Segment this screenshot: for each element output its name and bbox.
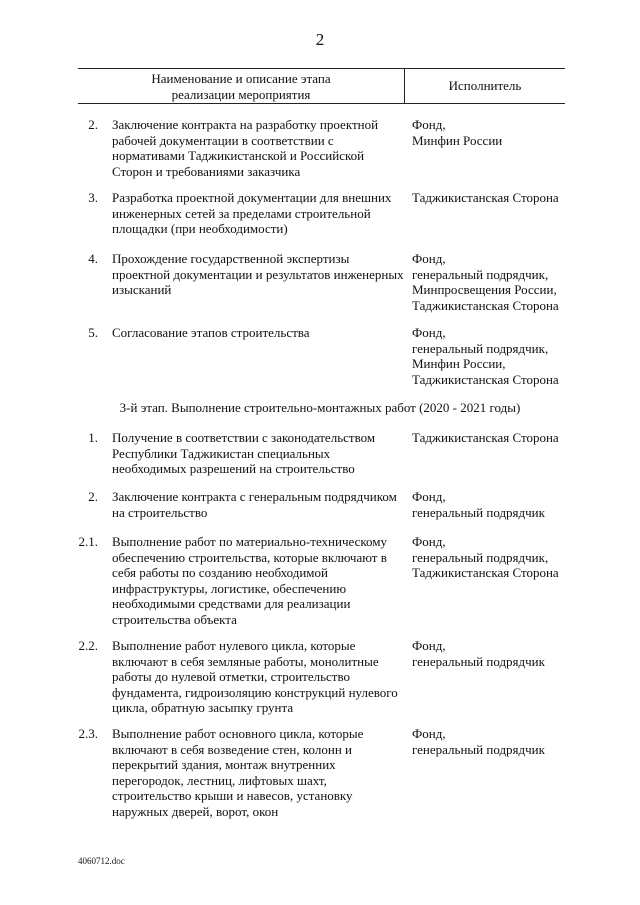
description-line: Выполнение работ по материально-техническому [112,534,387,549]
executor-line: Таджикистанская Сторона [412,190,559,205]
description-line: работы до нулевой отметки, строительство [112,669,351,684]
row-description [112,251,404,298]
row-number: 2. [88,117,98,132]
header-executor-column: Исполнитель [448,78,522,93]
description-line: включают в себя земляные работы, монолитные [112,653,379,669]
table-header [78,68,565,104]
row-executor [412,430,632,446]
description-line: проектной документации и результатов инженерных [112,266,404,282]
executor-line: генеральный подрядчик, [412,340,549,356]
executor-line: Фонд, [412,251,446,266]
file-reference: 4060712.doc [78,856,125,866]
row-description [112,117,404,179]
executor-line: генеральный подрядчик [412,504,545,520]
stage-heading: 3-й этап. Выполнение строительно-монтажных работ (2020 - 2021 годы) [119,400,521,415]
description-line: Разработка проектной документации для внешних [112,190,392,205]
description-line: инфраструктуры, логистике, обеспечению [112,580,347,596]
executor-line: Фонд, [412,117,446,132]
description-line: Прохождение государственной экспертизы [112,251,350,266]
executor-line: генеральный подрядчик [412,741,545,757]
description-line: Выполнение работ нулевого цикла, которые [112,638,356,653]
row-executor [412,325,632,387]
executor-line: Минпросвещения России, [412,282,557,297]
executor-line: генеральный подрядчик, [412,549,549,565]
description-line: Получение в соответствии с законодательством [112,430,376,445]
description-line: Заключение контракта на разработку проектной [112,117,379,132]
description-line: инженерных сетей за пределами строительной [112,205,371,221]
row-description [112,430,404,477]
executor-line: Таджикистанская Сторона [412,430,559,445]
executor-line: Таджикистанская Сторона [412,371,559,387]
description-line: себя работы по созданию необходимой [112,565,328,580]
description-line: нормативами Таджикистанской и Российской [112,148,365,163]
executor-line: Фонд, [412,325,446,340]
description-line: наружных дверей, ворот, окон [112,803,279,819]
executor-line: Фонд, [412,489,446,504]
header-name-line: Наименование и описание этапа [151,71,331,86]
executor-line: Фонд, [412,726,446,741]
row-executor [412,190,632,206]
executor-line: Фонд, [412,638,446,653]
description-line: необходимых разрешений на строительство [112,461,355,476]
description-line: рабочей документации в соответствии с [112,132,334,148]
row-executor [412,726,632,757]
row-description [112,489,404,520]
page-number: 2 [315,30,325,49]
row-number: 2. [88,489,98,504]
description-line: перекрытий здания, монтаж внутренних [112,757,336,772]
header-name-line: реализации мероприятия [171,87,311,102]
description-line: Согласование этапов строительства [112,325,310,340]
description-line: цикла, обратную засыпку грунта [112,700,294,715]
row-number: 5. [88,325,98,340]
row-number: 2.2. [78,638,98,653]
row-executor [412,534,632,581]
executor-line: Фонд, [412,534,446,549]
row-number: 2.3. [78,726,98,741]
header-name-column [78,71,404,103]
executor-line: Минфин России, [412,356,506,371]
executor-line: Таджикистанская Сторона [412,565,559,580]
description-line: Выполнение работ основного цикла, которые [112,726,364,741]
description-line: строительство крыши и навесов, установку [112,788,353,803]
row-number: 1. [88,430,98,445]
description-line: Заключение контракта с генеральным подрядчиком [112,489,397,504]
description-line: обеспечению строительства, которые включают в [112,549,387,565]
row-number: 2.1. [78,534,98,549]
executor-line: генеральный подрядчик, [412,266,549,282]
description-line: площадки (при необходимости) [112,221,288,236]
row-number: 4. [88,251,98,266]
description-line: перегородок, лестниц, лифтовых шахт, [112,772,327,788]
description-line: включают в себя возведение стен, колонн и [112,741,352,757]
description-line: изысканий [112,282,172,297]
description-line: необходимыми средствами для реализации [112,596,351,611]
row-number: 3. [88,190,98,205]
executor-line: Минфин России [412,132,503,148]
row-description [112,190,404,237]
row-executor [412,489,632,520]
description-line: строительства объекта [112,611,237,627]
row-executor [412,117,632,148]
executor-line: генеральный подрядчик [412,653,545,669]
row-description [112,638,404,716]
executor-line: Таджикистанская Сторона [412,297,559,313]
description-line: на строительство [112,504,208,520]
description-line: Сторон и требованиями заказчика [112,163,301,179]
row-description [112,534,404,627]
row-executor [412,638,632,669]
description-line: фундамента, гидроизоляцию конструкций нулевого [112,684,398,700]
row-executor [412,251,632,313]
row-description [112,726,404,819]
description-line: Республики Таджикистан специальных [112,445,331,461]
row-description [112,325,404,341]
